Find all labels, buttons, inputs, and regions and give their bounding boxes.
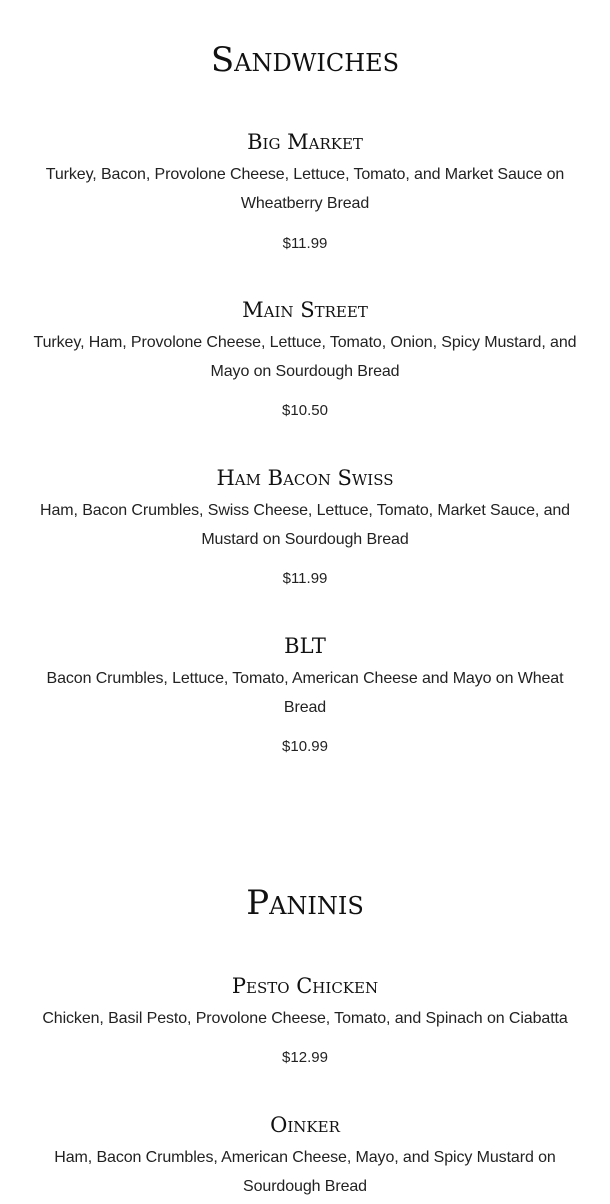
item-name: Big Market <box>247 130 363 154</box>
item-price: $10.50 <box>282 402 328 419</box>
menu-item-price-wrap <box>0 1049 610 1067</box>
menu-item-blt <box>0 634 610 722</box>
menu-item-price-wrap <box>0 235 610 253</box>
menu-item-oinker <box>0 1113 610 1201</box>
item-name: Oinker <box>270 1113 340 1137</box>
item-description: Turkey, Ham, Provolone Cheese, Lettuce, Tomato, Onion, Spicy Mustard, and Mayo on Sourdough Bread <box>33 334 577 380</box>
item-name: Pesto Chicken <box>231 974 379 998</box>
menu-item-price-wrap <box>0 570 610 588</box>
section-title: Sandwiches <box>210 40 400 80</box>
item-price: $11.99 <box>282 570 328 587</box>
section-title: Paninis <box>246 883 364 923</box>
item-description: Bacon Crumbles, Lettuce, Tomato, American Cheese and Mayo on Wheat Bread <box>46 670 564 716</box>
item-name: BLT <box>284 634 326 658</box>
item-name: Main Street <box>242 298 368 322</box>
item-price: $12.99 <box>282 1049 328 1066</box>
item-price: $10.99 <box>282 738 328 755</box>
menu-item-main-street <box>0 298 610 386</box>
item-description: Ham, Bacon Crumbles, American Cheese, Mayo, and Spicy Mustard on Sourdough Bread <box>54 1149 556 1195</box>
item-description: Chicken, Basil Pesto, Provolone Cheese, Tomato, and Spinach on Ciabatta <box>42 1010 568 1027</box>
item-name: Ham Bacon Swiss <box>216 466 394 490</box>
menu-item-pesto-chicken <box>0 974 610 1034</box>
menu-item-price-wrap <box>0 402 610 420</box>
menu-item-price-wrap <box>0 738 610 756</box>
menu-item-big-market <box>0 130 610 218</box>
item-price: $11.99 <box>282 235 328 252</box>
menu-item-ham-bacon-swiss <box>0 466 610 554</box>
item-description: Ham, Bacon Crumbles, Swiss Cheese, Lettuce, Tomato, Market Sauce, and Mustard on Sourdough Bread <box>40 502 570 548</box>
section-paninis <box>0 885 610 921</box>
section-sandwiches <box>0 42 610 78</box>
item-description: Turkey, Bacon, Provolone Cheese, Lettuce, Tomato, and Market Sauce on Wheatberry Bread <box>45 166 565 212</box>
